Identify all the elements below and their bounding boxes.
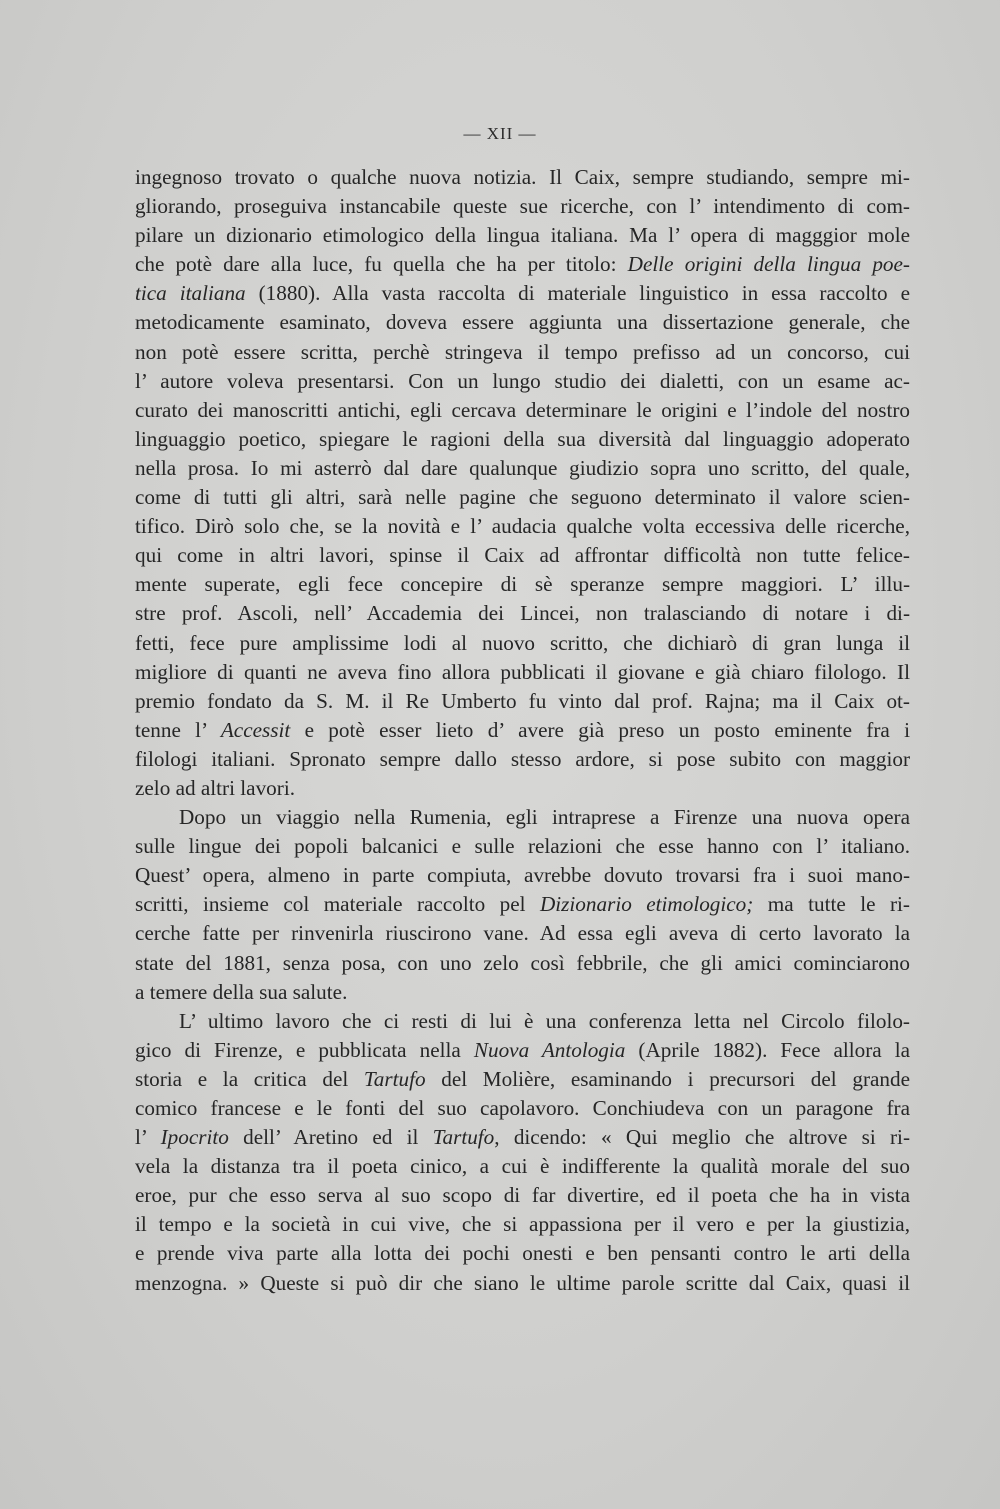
- text-run: nella prosa. Io mi asterrò dal dare qualunque giudizio sopra uno scritto, del quale,: [135, 455, 910, 480]
- text-line: [135, 745, 910, 774]
- text-line: [135, 250, 910, 279]
- text-run: non potè essere scritta, perchè stringeva il tempo prefisso ad un concorso, cui: [135, 339, 910, 364]
- text-line: [135, 1239, 910, 1268]
- text-line: [135, 163, 910, 192]
- text-run: qui come in altri lavori, spinse il Caix ad affrontar difficoltà non tutte felice-: [135, 543, 910, 568]
- text-run: e prende viva parte alla lotta dei pochi onesti e ben pensanti contro le arti della: [135, 1241, 910, 1266]
- text-line: [135, 279, 910, 308]
- text-line: [135, 512, 910, 541]
- text-line: [135, 803, 910, 832]
- text-run: state del 1881, senza posa, con uno zelo così febbrile, che gli amici cominciarono: [135, 950, 910, 975]
- italic-text: Tartufo: [432, 1125, 495, 1150]
- italic-text: Accessit: [220, 717, 291, 742]
- text-line: [135, 541, 910, 570]
- text-run: sulle lingue dei popoli balcanici e sulle relazioni che esse hanno con l’ italiano.: [135, 834, 910, 859]
- text-line: [135, 658, 910, 687]
- text-line: [135, 919, 910, 948]
- text-run: Quest’ opera, almeno in parte compiuta, avrebbe dovuto trovarsi fra i suoi mano-: [135, 863, 910, 888]
- text-run: pilare un dizionario etimologico della lingua italiana. Ma l’ opera di magggior mole: [135, 223, 910, 248]
- text-line: [135, 978, 910, 1007]
- text-run: e potè esser lieto d’ avere già preso un posto eminente fra i: [290, 717, 910, 742]
- text-run: del Molière, esaminando i precursori del grande: [425, 1066, 910, 1091]
- text-run: a temere della sua salute.: [135, 979, 348, 1004]
- text-run: filologi italiani. Spronato sempre dallo stesso ardore, si pose subito con maggior: [135, 746, 910, 771]
- text-run: menzogna. » Queste si può dir che siano le ultime parole scritte dal Caix, quasi il: [135, 1270, 910, 1295]
- text-run: linguaggio poetico, spiegare le ragioni della sua diversità dal linguaggio adoperato: [135, 426, 910, 451]
- italic-text: Nuova Antologia: [473, 1037, 626, 1062]
- text-line: [135, 1065, 910, 1094]
- text-line: [135, 774, 910, 803]
- text-line: [135, 570, 910, 599]
- text-line: [135, 338, 910, 367]
- text-line: [135, 949, 910, 978]
- text-line: [135, 1152, 910, 1181]
- italic-text: Dizionario etimologico;: [539, 892, 754, 917]
- text-line: [135, 1123, 910, 1152]
- text-line: [135, 396, 910, 425]
- italic-text: Ipocrito: [160, 1125, 229, 1150]
- body-text: [135, 163, 910, 1298]
- text-run: stre prof. Ascoli, nell’ Accademia dei Lincei, non tralasciando di notare i di-: [135, 601, 910, 626]
- text-run: ingegnoso trovato o qualche nuova notizia. Il Caix, sempre studiando, sempre mi-: [135, 165, 910, 189]
- text-run: che potè dare alla luce, fu quella che ha per titolo:: [135, 252, 628, 277]
- italic-text: Tartufo: [363, 1066, 426, 1091]
- text-run: l’ autore voleva presentarsi. Con un lungo studio dei dialetti, con un esame ac-: [135, 368, 910, 393]
- text-line: [135, 629, 910, 658]
- text-line: [135, 599, 910, 628]
- text-run: come di tutti gli altri, sarà nelle pagine che seguono determinato il valore scien-: [135, 485, 910, 510]
- text-line: [135, 454, 910, 483]
- text-line: [135, 861, 910, 890]
- text-run: L’ ultimo lavoro che ci resti di lui è una conferenza letta nel Circolo filolo-: [179, 1008, 910, 1033]
- text-run: , dicendo: « Qui meglio che altrove si ri-: [494, 1125, 910, 1150]
- text-run: gico di Firenze, e pubblicata nella: [135, 1037, 474, 1062]
- text-run: il tempo e la società in cui vive, che si appassiona per il vero e per la giustizia,: [135, 1212, 910, 1237]
- text-line: [135, 308, 910, 337]
- text-run: (1880). Alla vasta raccolta di materiale linguistico in essa raccolto e: [245, 281, 910, 306]
- text-run: storia e la critica del: [135, 1066, 364, 1091]
- text-line: [135, 1210, 910, 1239]
- text-run: metodicamente esaminato, doveva essere aggiunta una dissertazione generale, che: [135, 310, 910, 335]
- text-line: [135, 1181, 910, 1210]
- text-run: dell’ Aretino ed il: [228, 1125, 433, 1150]
- text-line: [135, 192, 910, 221]
- text-run: curato dei manoscritti antichi, egli cercava determinare le origini e l’indole del nostro: [135, 397, 910, 422]
- text-line: [135, 716, 910, 745]
- text-run: Dopo un viaggio nella Rumenia, egli intraprese a Firenze una nuova opera: [179, 805, 910, 830]
- page-number: — XII —: [463, 124, 537, 143]
- text-line: [135, 687, 910, 716]
- text-line: [135, 1094, 910, 1123]
- text-line: [135, 221, 910, 250]
- text-run: ma tutte le ri-: [753, 892, 910, 917]
- text-line: [135, 1036, 910, 1065]
- text-run: eroe, pur che esso serva al suo scopo di far divertire, ed il poeta che ha in vista: [135, 1183, 910, 1208]
- text-run: tifico. Dirò solo che, se la novità e l’ audacia qualche volta eccessiva delle ricerche,: [135, 514, 910, 539]
- text-line: [135, 890, 910, 919]
- text-line: [135, 425, 910, 454]
- text-run: fetti, fece pure amplissime lodi al nuovo scritto, che dichiarò di gran lunga il: [135, 630, 910, 655]
- text-run: comico francese e le fonti del suo capolavoro. Conchiudeva con un paragone fra: [135, 1096, 910, 1120]
- text-run: gliorando, proseguiva instancabile queste sue ricerche, con l’ intendimento di com-: [135, 194, 910, 219]
- text-run: vela la distanza tra il poeta cinico, a cui è indifferente la qualità morale del suo: [135, 1154, 910, 1179]
- text-line: [135, 1007, 910, 1036]
- text-run: tenne l’: [135, 717, 221, 742]
- text-line: [135, 367, 910, 396]
- text-line: [135, 483, 910, 512]
- italic-text: tica italiana: [135, 281, 246, 306]
- text-run: zelo ad altri lavori.: [135, 775, 296, 800]
- text-run: scritti, insieme col materiale raccolto pel: [135, 892, 540, 917]
- text-run: (Aprile 1882). Fece allora la: [625, 1037, 911, 1062]
- italic-text: Delle origini della lingua poe-: [627, 252, 910, 277]
- text-run: l’: [135, 1125, 161, 1150]
- text-line: [135, 832, 910, 861]
- text-run: cerche fatte per rinvenirla riuscirono vane. Ad essa egli aveva di certo lavorato la: [135, 921, 910, 946]
- text-line: [135, 1269, 910, 1298]
- text-run: premio fondato da S. M. il Re Umberto fu vinto dal prof. Rajna; ma il Caix ot-: [135, 688, 910, 713]
- text-run: migliore di quanti ne aveva fino allora pubblicati il giovane e già chiaro filologo. Il: [135, 659, 910, 684]
- text-run: mente superate, egli fece concepire di sè speranze sempre maggiori. L’ illu-: [135, 572, 910, 597]
